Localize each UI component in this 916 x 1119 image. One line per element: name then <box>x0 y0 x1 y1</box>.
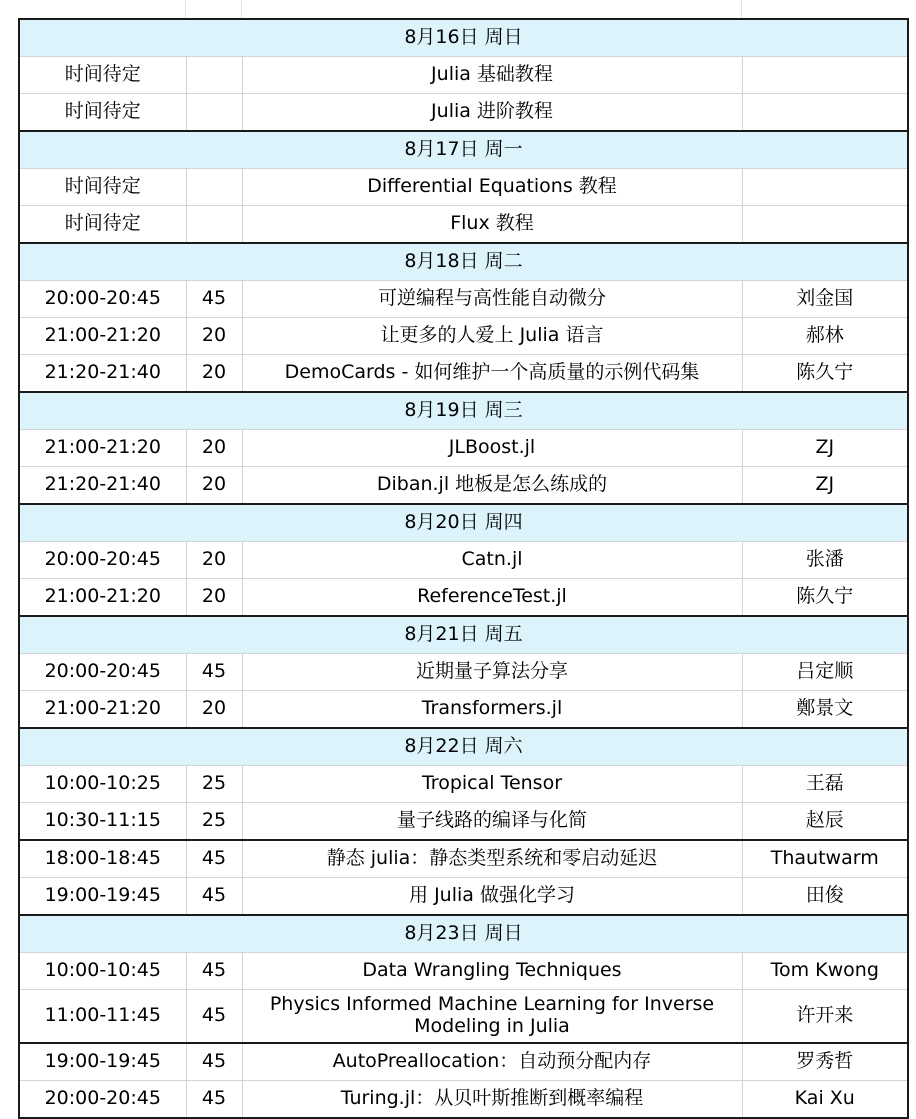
session-time: 10:00-10:45 <box>19 953 186 990</box>
day-title: 8月16日 周日 <box>19 19 908 57</box>
session-duration: 20 <box>186 318 242 355</box>
day-header-row <box>19 504 908 542</box>
session-topic: Physics Informed Machine Learning for Inverse Modeling in Julia <box>242 990 742 1044</box>
session-speaker: 陈久宁 <box>742 579 908 617</box>
day-header-row <box>19 19 908 57</box>
session-topic: Julia 进阶教程 <box>242 94 742 132</box>
session-duration: 20 <box>186 542 242 579</box>
session-duration <box>186 57 242 94</box>
day-header-row <box>19 728 908 766</box>
session-topic: 用 Julia 做强化学习 <box>242 878 742 916</box>
session-row <box>19 169 908 206</box>
session-time: 19:00-19:45 <box>19 878 186 916</box>
day-title: 8月17日 周一 <box>19 131 908 169</box>
session-duration <box>186 206 242 244</box>
session-time: 21:00-21:20 <box>19 318 186 355</box>
session-topic: Diban.jl 地板是怎么练成的 <box>242 467 742 505</box>
session-duration: 25 <box>186 766 242 803</box>
session-topic: Differential Equations 教程 <box>242 169 742 206</box>
session-row <box>19 766 908 803</box>
session-row <box>19 803 908 841</box>
session-time: 11:00-11:45 <box>19 990 186 1044</box>
session-topic: Tropical Tensor <box>242 766 742 803</box>
session-duration: 20 <box>186 691 242 729</box>
session-row <box>19 318 908 355</box>
session-speaker: ZJ <box>742 467 908 505</box>
session-topic: JLBoost.jl <box>242 430 742 467</box>
session-row <box>19 57 908 94</box>
session-duration: 25 <box>186 803 242 841</box>
session-duration: 45 <box>186 1081 242 1119</box>
session-topic: Catn.jl <box>242 542 742 579</box>
session-row <box>19 94 908 132</box>
session-time: 21:20-21:40 <box>19 467 186 505</box>
session-row <box>19 953 908 990</box>
session-time: 20:00-20:45 <box>19 1081 186 1119</box>
day-title: 8月21日 周五 <box>19 616 908 654</box>
session-row <box>19 579 908 617</box>
session-time: 时间待定 <box>19 57 186 94</box>
session-time: 20:00-20:45 <box>19 281 186 318</box>
session-topic: Julia 基础教程 <box>242 57 742 94</box>
session-time: 10:00-10:25 <box>19 766 186 803</box>
session-topic: Flux 教程 <box>242 206 742 244</box>
day-header-row <box>19 392 908 430</box>
session-time: 21:00-21:20 <box>19 579 186 617</box>
session-time: 时间待定 <box>19 169 186 206</box>
session-speaker: 罗秀哲 <box>742 1043 908 1081</box>
session-time: 10:30-11:15 <box>19 803 186 841</box>
session-speaker: 张潘 <box>742 542 908 579</box>
session-speaker <box>742 169 908 206</box>
session-topic: Data Wrangling Techniques <box>242 953 742 990</box>
day-title: 8月20日 周四 <box>19 504 908 542</box>
session-topic: 可逆编程与高性能自动微分 <box>242 281 742 318</box>
session-duration <box>186 94 242 132</box>
schedule-table <box>18 18 909 1119</box>
session-duration: 45 <box>186 953 242 990</box>
session-time: 21:00-21:20 <box>19 691 186 729</box>
session-speaker: 赵辰 <box>742 803 908 841</box>
day-header-row <box>19 243 908 281</box>
session-duration: 20 <box>186 467 242 505</box>
session-duration: 45 <box>186 878 242 916</box>
session-row <box>19 206 908 244</box>
session-speaker: 陈久宁 <box>742 355 908 393</box>
session-row <box>19 990 908 1044</box>
session-speaker: 田俊 <box>742 878 908 916</box>
session-time: 20:00-20:45 <box>19 654 186 691</box>
session-speaker: 许开来 <box>742 990 908 1044</box>
session-topic: AutoPreallocation：自动预分配内存 <box>242 1043 742 1081</box>
day-title: 8月19日 周三 <box>19 392 908 430</box>
session-duration: 45 <box>186 654 242 691</box>
session-topic: ReferenceTest.jl <box>242 579 742 617</box>
session-time: 18:00-18:45 <box>19 840 186 878</box>
session-duration: 45 <box>186 840 242 878</box>
session-time: 时间待定 <box>19 206 186 244</box>
session-speaker: Tom Kwong <box>742 953 908 990</box>
day-header-row <box>19 915 908 953</box>
day-title: 8月18日 周二 <box>19 243 908 281</box>
session-speaker: Kai Xu <box>742 1081 908 1119</box>
session-time: 时间待定 <box>19 94 186 132</box>
session-speaker: 郝林 <box>742 318 908 355</box>
session-topic: 让更多的人爱上 Julia 语言 <box>242 318 742 355</box>
session-speaker: 王磊 <box>742 766 908 803</box>
session-row <box>19 878 908 916</box>
session-duration: 20 <box>186 430 242 467</box>
session-speaker: 吕定顺 <box>742 654 908 691</box>
session-duration: 45 <box>186 990 242 1044</box>
session-speaker: Thautwarm <box>742 840 908 878</box>
session-row <box>19 542 908 579</box>
session-topic: Turing.jl：从贝叶斯推断到概率编程 <box>242 1081 742 1119</box>
session-time: 21:00-21:20 <box>19 430 186 467</box>
session-time: 20:00-20:45 <box>19 542 186 579</box>
day-title: 8月23日 周日 <box>19 915 908 953</box>
day-header-row <box>19 616 908 654</box>
session-duration: 20 <box>186 355 242 393</box>
session-row <box>19 355 908 393</box>
session-speaker: 鄭景文 <box>742 691 908 729</box>
session-row <box>19 1081 908 1119</box>
session-speaker <box>742 94 908 132</box>
day-title: 8月22日 周六 <box>19 728 908 766</box>
session-row <box>19 1043 908 1081</box>
session-row <box>19 467 908 505</box>
session-topic: Transformers.jl <box>242 691 742 729</box>
session-speaker <box>742 206 908 244</box>
session-topic: 近期量子算法分享 <box>242 654 742 691</box>
day-header-row <box>19 131 908 169</box>
session-time: 19:00-19:45 <box>19 1043 186 1081</box>
session-row <box>19 430 908 467</box>
session-duration: 20 <box>186 579 242 617</box>
session-speaker: 刘金国 <box>742 281 908 318</box>
session-duration <box>186 169 242 206</box>
session-row <box>19 840 908 878</box>
session-row <box>19 281 908 318</box>
session-speaker <box>742 57 908 94</box>
session-row <box>19 691 908 729</box>
session-time: 21:20-21:40 <box>19 355 186 393</box>
session-speaker: ZJ <box>742 430 908 467</box>
session-topic: DemoCards - 如何维护一个高质量的示例代码集 <box>242 355 742 393</box>
session-topic: 静态 julia：静态类型系统和零启动延迟 <box>242 840 742 878</box>
session-duration: 45 <box>186 1043 242 1081</box>
session-duration: 45 <box>186 281 242 318</box>
sheet-gridlines <box>0 0 916 18</box>
session-row <box>19 654 908 691</box>
schedule-body <box>19 19 908 1118</box>
session-topic: 量子线路的编译与化简 <box>242 803 742 841</box>
